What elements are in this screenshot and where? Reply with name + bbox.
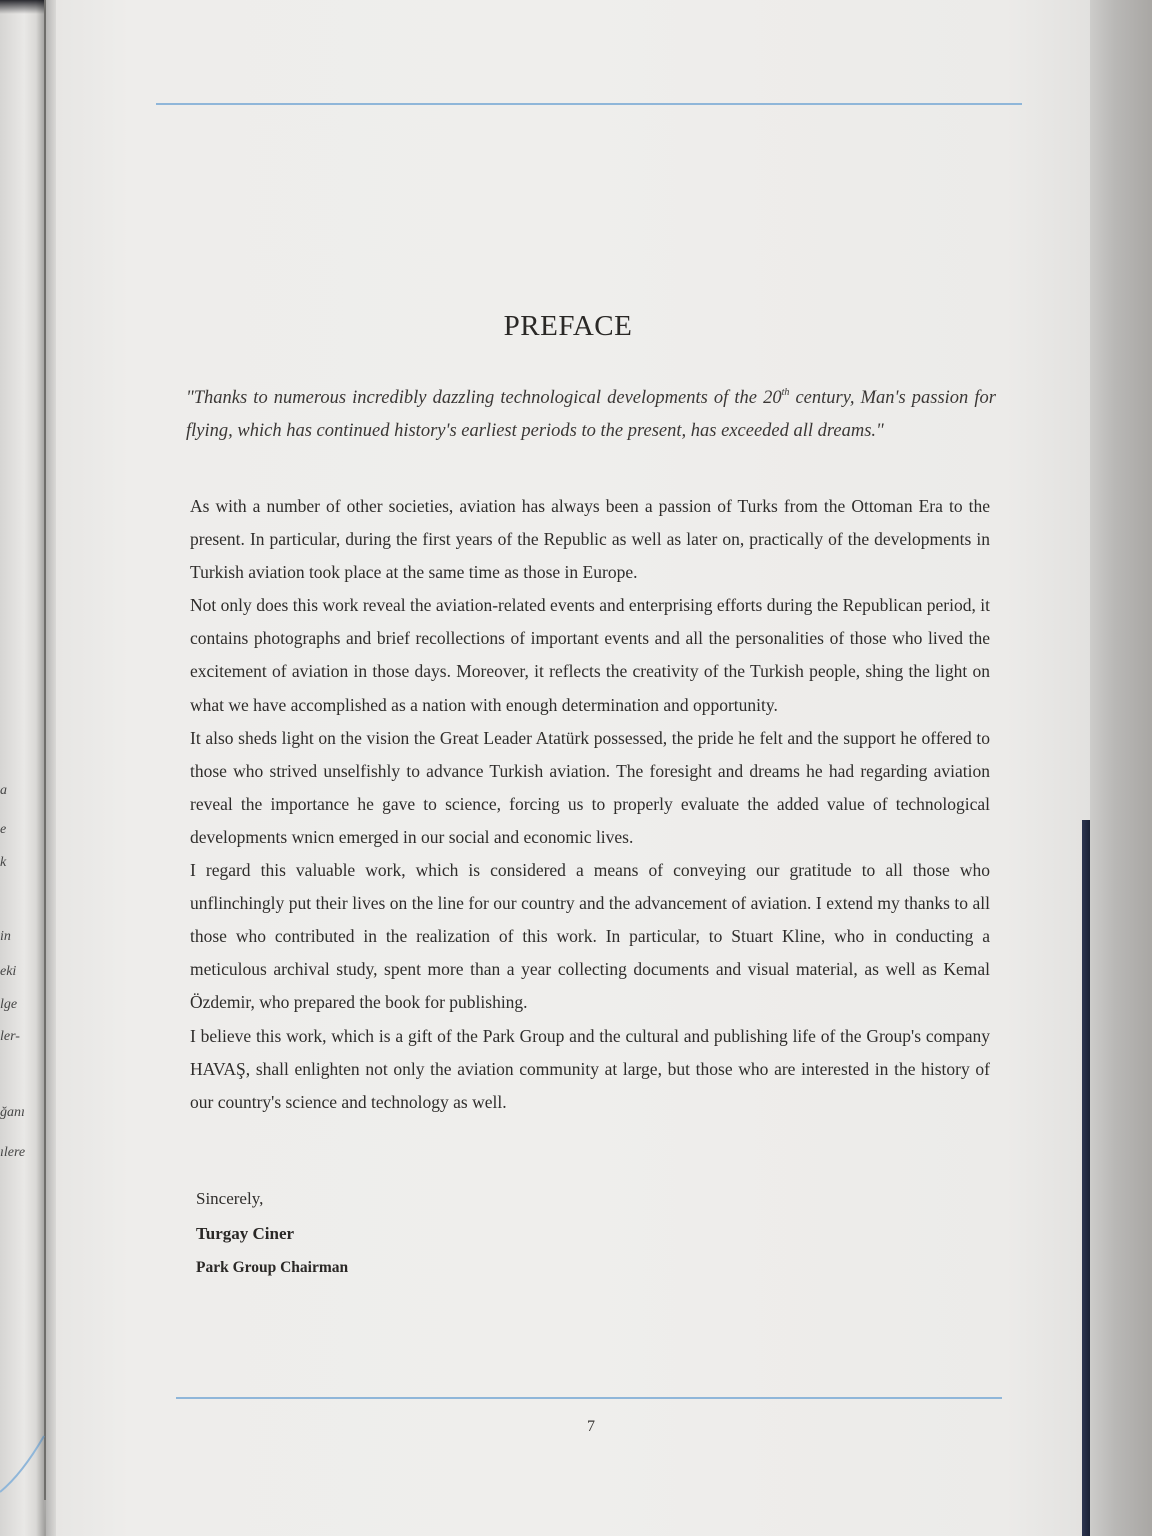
top-rule — [156, 103, 1022, 105]
left-page-fragment: eki — [0, 964, 17, 979]
epigraph-quote — [186, 382, 996, 448]
left-page-fragment: lge — [0, 997, 18, 1012]
bottom-rule — [176, 1397, 1002, 1399]
quote-text: "Thanks to numerous incredibly dazzling technological developments of the 20 — [186, 388, 782, 408]
page-number: 7 — [587, 1418, 595, 1435]
left-page-fragment: k — [0, 855, 7, 870]
left-page-fragment: ılere — [0, 1145, 26, 1160]
body-paragraph: It also sheds light on the vision the Great Leader Atatürk possessed, the pride he felt and the support he offered to those who strived unselfishly to advance Turkish aviation. The foresight and dreams he had regarding aviation reveal the importance he gave to science, forcing us to properly evaluate the added value of technological developments wnicn emerged in our social and economic lives. — [190, 727, 990, 847]
preface-body — [190, 490, 990, 1119]
left-page-fragment: e — [0, 822, 7, 837]
back-cover-edge — [1082, 820, 1090, 1536]
left-page-fragment: in — [0, 929, 11, 944]
body-paragraph: As with a number of other societies, aviation has always been a passion of Turks from the Ottoman Era to the present. In particular, during the first years of the Republic as well as later on, practically of the developments in Turkish aviation took place at the same time as those in Europe. — [190, 496, 990, 583]
body-paragraph: Not only does this work reveal the aviation-related events and enterprising efforts during the Republican period, it contains photographs and brief recollections of important events and all the personalities of those who lived the excitement of aviation in those days. Moreover, it reflects the creativity of the Turkish people, shing the light on what we have accomplished as a nation with enough determination and opportunity. — [190, 595, 990, 715]
page-title: PREFACE — [503, 310, 633, 342]
body-paragraph: I regard this valuable work, which is considered a means of conveying our gratitude to all those who unflinchingly put their lives on the line for our country and the advancement of aviation. I extend my thanks to all those who contributed in the realization of this work. In particular, to Stuart Kline, who in conducting a meticulous archival study, spent more than a year collecting documents and visual material, as well as Kemal Özdemir, who prepared the book for publishing. — [190, 860, 990, 1013]
signer-name: Turgay Ciner — [196, 1224, 295, 1243]
left-page-fragment: a — [0, 783, 7, 798]
quote-text: century, Man's passion for flying, which has continued history's earliest periods to the present, has exceeded all dreams." — [186, 388, 996, 441]
signer-title: Park Group Chairman — [196, 1259, 349, 1276]
body-paragraph: I believe this work, which is a gift of the Park Group and the cultural and publishing life of the Group's company HAVAŞ, shall enlighten not only the aviation community at large, but those who are interested in the history of our country's science and technology as well. — [190, 1025, 990, 1112]
quote-superscript: th — [781, 387, 790, 398]
left-page-fragment: ler- — [0, 1029, 20, 1044]
spine-shadow — [36, 0, 56, 1536]
left-page-fragment: ğanı — [0, 1105, 25, 1120]
page-stack-edge — [1090, 0, 1152, 1536]
signoff: Sincerely, — [196, 1189, 264, 1208]
